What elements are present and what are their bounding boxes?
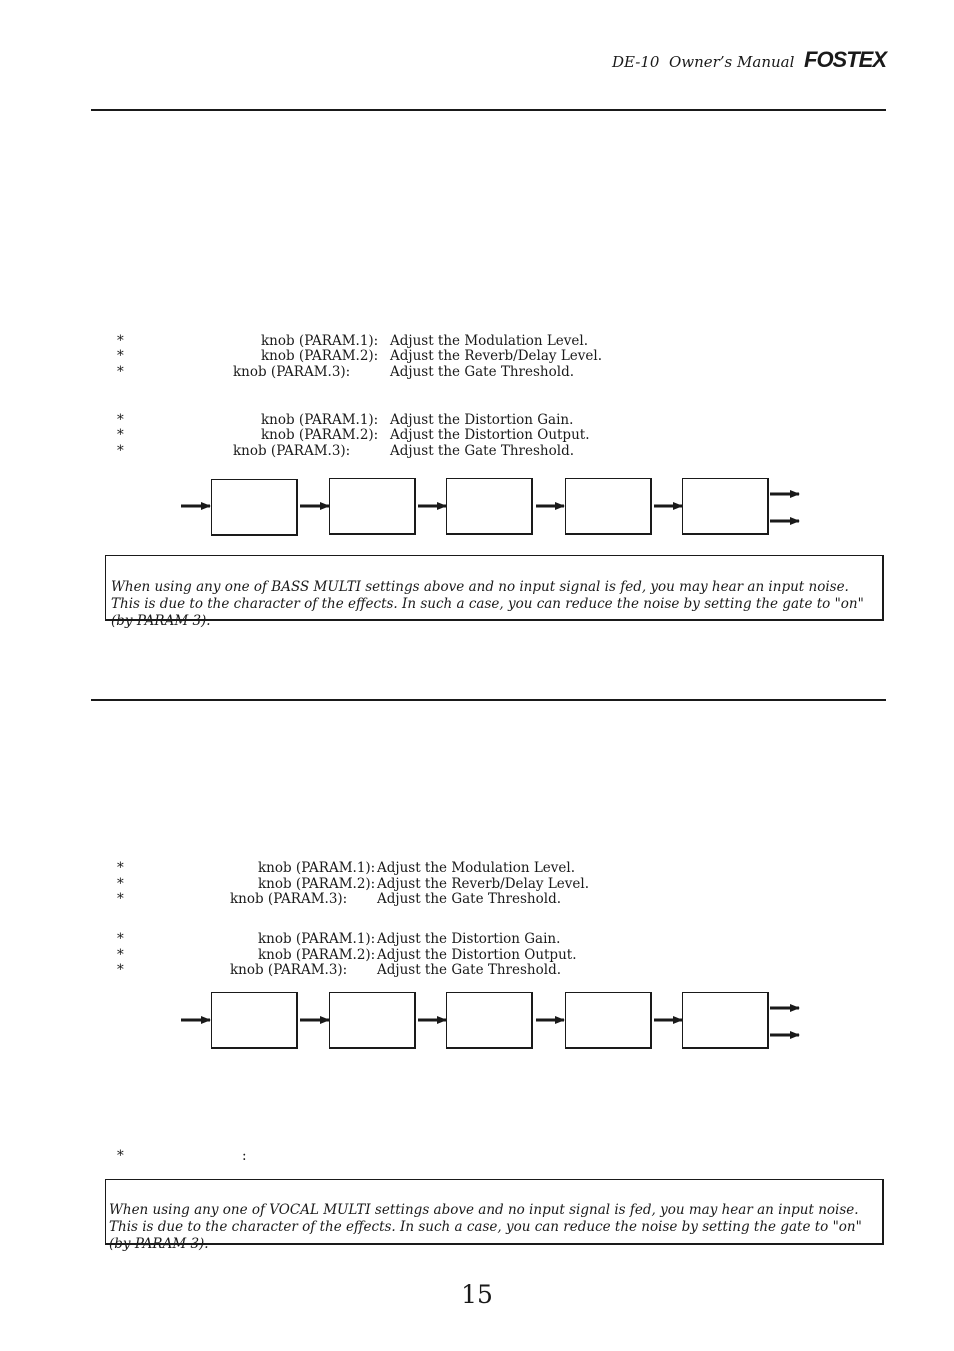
knob-label: knob (PARAM.3): xyxy=(230,891,348,907)
knob-description: Adjust the Reverb/Delay Level. xyxy=(377,876,590,892)
effect-block xyxy=(329,992,416,1049)
knob-description: Adjust the Gate Threshold. xyxy=(377,891,561,907)
knob-description: Adjust the Gate Threshold. xyxy=(390,364,574,380)
knob-label: knob (PARAM.2): xyxy=(261,348,379,364)
knob-label: knob (PARAM.1): xyxy=(258,931,376,947)
bullet: * xyxy=(117,1148,124,1164)
bullet: * xyxy=(117,427,124,443)
svg-text:FOSTEX: FOSTEX xyxy=(804,47,887,72)
bullet: * xyxy=(117,931,124,947)
bass-note-text: When using any one of BASS MULTI settings above and no input signal is fed, you may hear an input noise. This is due to the character of the effects. In such a case, you can reduce the noise by setting the gate to "on" (by PARAM 3). xyxy=(111,579,864,629)
bullet-colon: : xyxy=(242,1148,247,1164)
effect-block xyxy=(446,992,533,1049)
knob-label: knob (PARAM.3): xyxy=(233,443,351,459)
knob-label: knob (PARAM.2): xyxy=(261,427,379,443)
bullet: * xyxy=(117,891,124,907)
manual-title: DE-10 Owner’s Manual xyxy=(612,53,795,71)
knob-description: Adjust the Distortion Gain. xyxy=(390,412,574,428)
knob-label: knob (PARAM.1): xyxy=(261,333,379,349)
knob-description: Adjust the Distortion Output. xyxy=(390,427,590,443)
knob-description: Adjust the Distortion Output. xyxy=(377,947,577,963)
bullet: * xyxy=(117,348,124,364)
knob-label: knob (PARAM.1): xyxy=(261,412,379,428)
bullet: * xyxy=(117,876,124,892)
knob-label: knob (PARAM.2): xyxy=(258,876,376,892)
knob-description: Adjust the Distortion Gain. xyxy=(377,931,561,947)
page-number: 15 xyxy=(461,1280,493,1309)
effect-block xyxy=(565,992,652,1049)
knob-label: knob (PARAM.3): xyxy=(230,962,348,978)
effect-block xyxy=(211,992,298,1049)
bullet: * xyxy=(117,364,124,380)
bullet: * xyxy=(117,860,124,876)
bullet: * xyxy=(117,443,124,459)
bullet: * xyxy=(117,947,124,963)
knob-label: knob (PARAM.1): xyxy=(258,860,376,876)
knob-description: Adjust the Modulation Level. xyxy=(390,333,589,349)
bullet: * xyxy=(117,412,124,428)
bullet: * xyxy=(117,333,124,349)
effect-block xyxy=(682,992,769,1049)
knob-description: Adjust the Reverb/Delay Level. xyxy=(390,348,603,364)
knob-description: Adjust the Gate Threshold. xyxy=(390,443,574,459)
knob-description: Adjust the Gate Threshold. xyxy=(377,962,561,978)
knob-label: knob (PARAM.3): xyxy=(233,364,351,380)
vocal-note-text: When using any one of VOCAL MULTI settings above and no input signal is fed, you may hear an input noise. This is due to the character of the effects. In such a case, you can reduce the noise by setting the gate to "on" (by PARAM 3). xyxy=(109,1202,862,1252)
bullet: * xyxy=(117,962,124,978)
knob-description: Adjust the Modulation Level. xyxy=(377,860,576,876)
vocal-note-box xyxy=(105,1179,884,1252)
knob-label: knob (PARAM.2): xyxy=(258,947,376,963)
